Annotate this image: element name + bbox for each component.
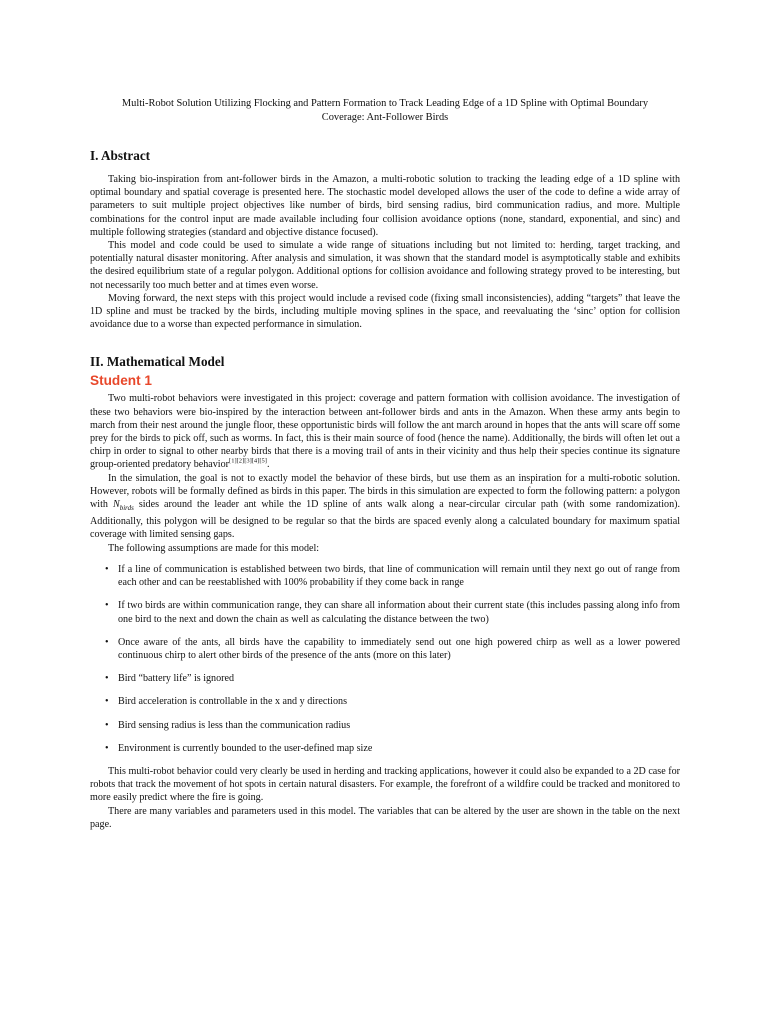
list-item	[105, 672, 680, 685]
list-item	[105, 563, 680, 589]
mathematical-model-section	[90, 353, 680, 831]
model-paragraph-2	[90, 472, 680, 542]
abstract-paragraph-1: Taking bio-inspiration from ant-follower birds in the Amazon, a multi-robotic solution to tracking the leading edge of a 1D spline with optimal boundary and spatial coverage is presented here. The stochastic model developed allows the user of the code to define a wide array of parameters to suit multiple project objectives like number of birds, bird sensing radius, bird communication radius, and more. Multiple combinations for the control input are made available including four collision avoidance options (none, standard, exponential, and sinc) and multiple following strategies (standard and objective distance focused).	[90, 174, 680, 238]
assumption-text: Bird “battery life” is ignored	[118, 673, 235, 685]
assumption-text: Once aware of the ants, all birds have the capability to immediately send out one high powered chirp as well as a lower powered continuous chirp to alert other birds of the presence of the ants (more on this later)	[118, 636, 680, 661]
bullet-icon: •	[105, 742, 109, 754]
model-paragraph-3: The following assumptions are made for this model:	[108, 542, 320, 554]
abstract-section	[90, 147, 680, 331]
bullet-icon: •	[105, 600, 109, 612]
bullet-icon: •	[105, 673, 109, 685]
model-heading: II. Mathematical Model	[90, 354, 225, 370]
list-item	[105, 695, 680, 708]
model-paragraph-2-start: In the simulation, the goal is not to exactly model the behavior of these birds, but use them as an inspiration for a multi-robotic solution. However, robots will be formally defined as birds in this paper. The birds in this simulation are expected to form the following pattern: a polygon with	[90, 472, 680, 511]
bullet-icon: •	[105, 719, 109, 731]
list-item	[105, 719, 680, 732]
model-paragraph-1-end: .	[266, 459, 270, 471]
abstract-paragraph-3: Moving forward, the next steps with this project would include a revised code (fixing small inconsistencies), adding “targets” that leave the 1D spline and must be tracked by the birds, including multiple moving splines in the space, and reevaluating the ‘sinc’ option for collision avoidance due to a worse than expected performance in simulation.	[90, 292, 680, 331]
citation-references: [1][2][3][4][5]	[229, 458, 267, 466]
list-item	[105, 742, 680, 755]
bullet-icon: •	[105, 563, 109, 575]
model-paragraph-2-end: sides around the leader ant while the 1D spline of ants walk along a near-circular circular path (with some randomization). Additionally, this polygon will be designed to be regular so that the birds are spaced evenly along a calculated boundary for maximum spatial coverage with limited sensing gaps.	[90, 499, 681, 541]
abstract-paragraph-2: This model and code could be used to simulate a wide range of situations including but not limited to: herding, target tracking, and potentially natural disaster monitoring. After analysis and simulation, it was shown that the standard model is asymptotically stable and exhibits the desired equilibrium state of a regular polygon. Additional options for collision avoidance and following strategy proved to be interesting, but not necessarily too much better and at times even worse.	[90, 240, 680, 291]
assumption-text: If two birds are within communication range, they can share all information about their current state (this includes passing along info from one bird to the next and down the chain as well as calculating the distance between the two)	[118, 600, 680, 625]
paper-title-line-2: Coverage: Ant-Follower Birds	[321, 112, 449, 123]
assumption-text: If a line of communication is established between two birds, that line of communication will remain until they next go out of range from each other and can be reestablished with 100% probability if they come back in range	[118, 563, 680, 589]
n-birds-base: N	[112, 499, 120, 511]
paper-title-line-1: Multi-Robot Solution Utilizing Flocking and Pattern Formation to Track Leading Edge of a 1D Spline with Optimal Boundary	[121, 98, 649, 109]
list-item	[105, 636, 680, 662]
bullet-icon: •	[105, 696, 109, 708]
abstract-heading: I. Abstract	[90, 148, 151, 163]
assumption-text: Bird sensing radius is less than the communication radius	[118, 719, 351, 731]
paper-title	[90, 97, 680, 125]
model-paragraph-4: This multi-robot behavior could very clearly be used in herding and tracking applications, however it could also be expanded to a 2D case for robots that track the movement of hot spots in certain natural disasters. For example, the forefront of a wildfire could be tracked and monitored to more easily predict where the fire is going.	[90, 765, 680, 804]
assumption-text: Environment is currently bounded to the user-defined map size	[118, 742, 373, 754]
bullet-icon: •	[105, 636, 109, 648]
document-page	[90, 97, 680, 831]
model-paragraph-1-text: Two multi-robot behaviors were investigated in this project: coverage and pattern formation with collision avoidance. The investigation of these two behaviors were bio-inspired by the interaction between ant-follower birds and ants in the Amazon. When these army ants begin to march from their nest around the jungle floor, these opportunistic birds will follow the ant march around in hopes that the ants will scare off some prey for the birds to pick off, such as worms. In fact, this is their main source of food (hence the name). Additionally, the birds will often let out a chirp in order to signal to other nearby birds that there is a moving trail of ants in their vicinity and thus help their species continue its signature group-oriented predatory behavior	[90, 393, 680, 471]
model-paragraph-5: There are many variables and parameters used in this model. The variables that can be altered by the user are shown in the table on the next page.	[90, 805, 680, 830]
model-paragraph-1	[90, 392, 680, 471]
n-birds-subscript: birds	[119, 504, 134, 513]
n-birds-math	[112, 499, 134, 513]
list-item	[105, 599, 680, 625]
student-1-heading: Student 1	[90, 373, 152, 389]
assumption-text: Bird acceleration is controllable in the x and y directions	[118, 696, 347, 708]
assumptions-list	[90, 563, 680, 755]
